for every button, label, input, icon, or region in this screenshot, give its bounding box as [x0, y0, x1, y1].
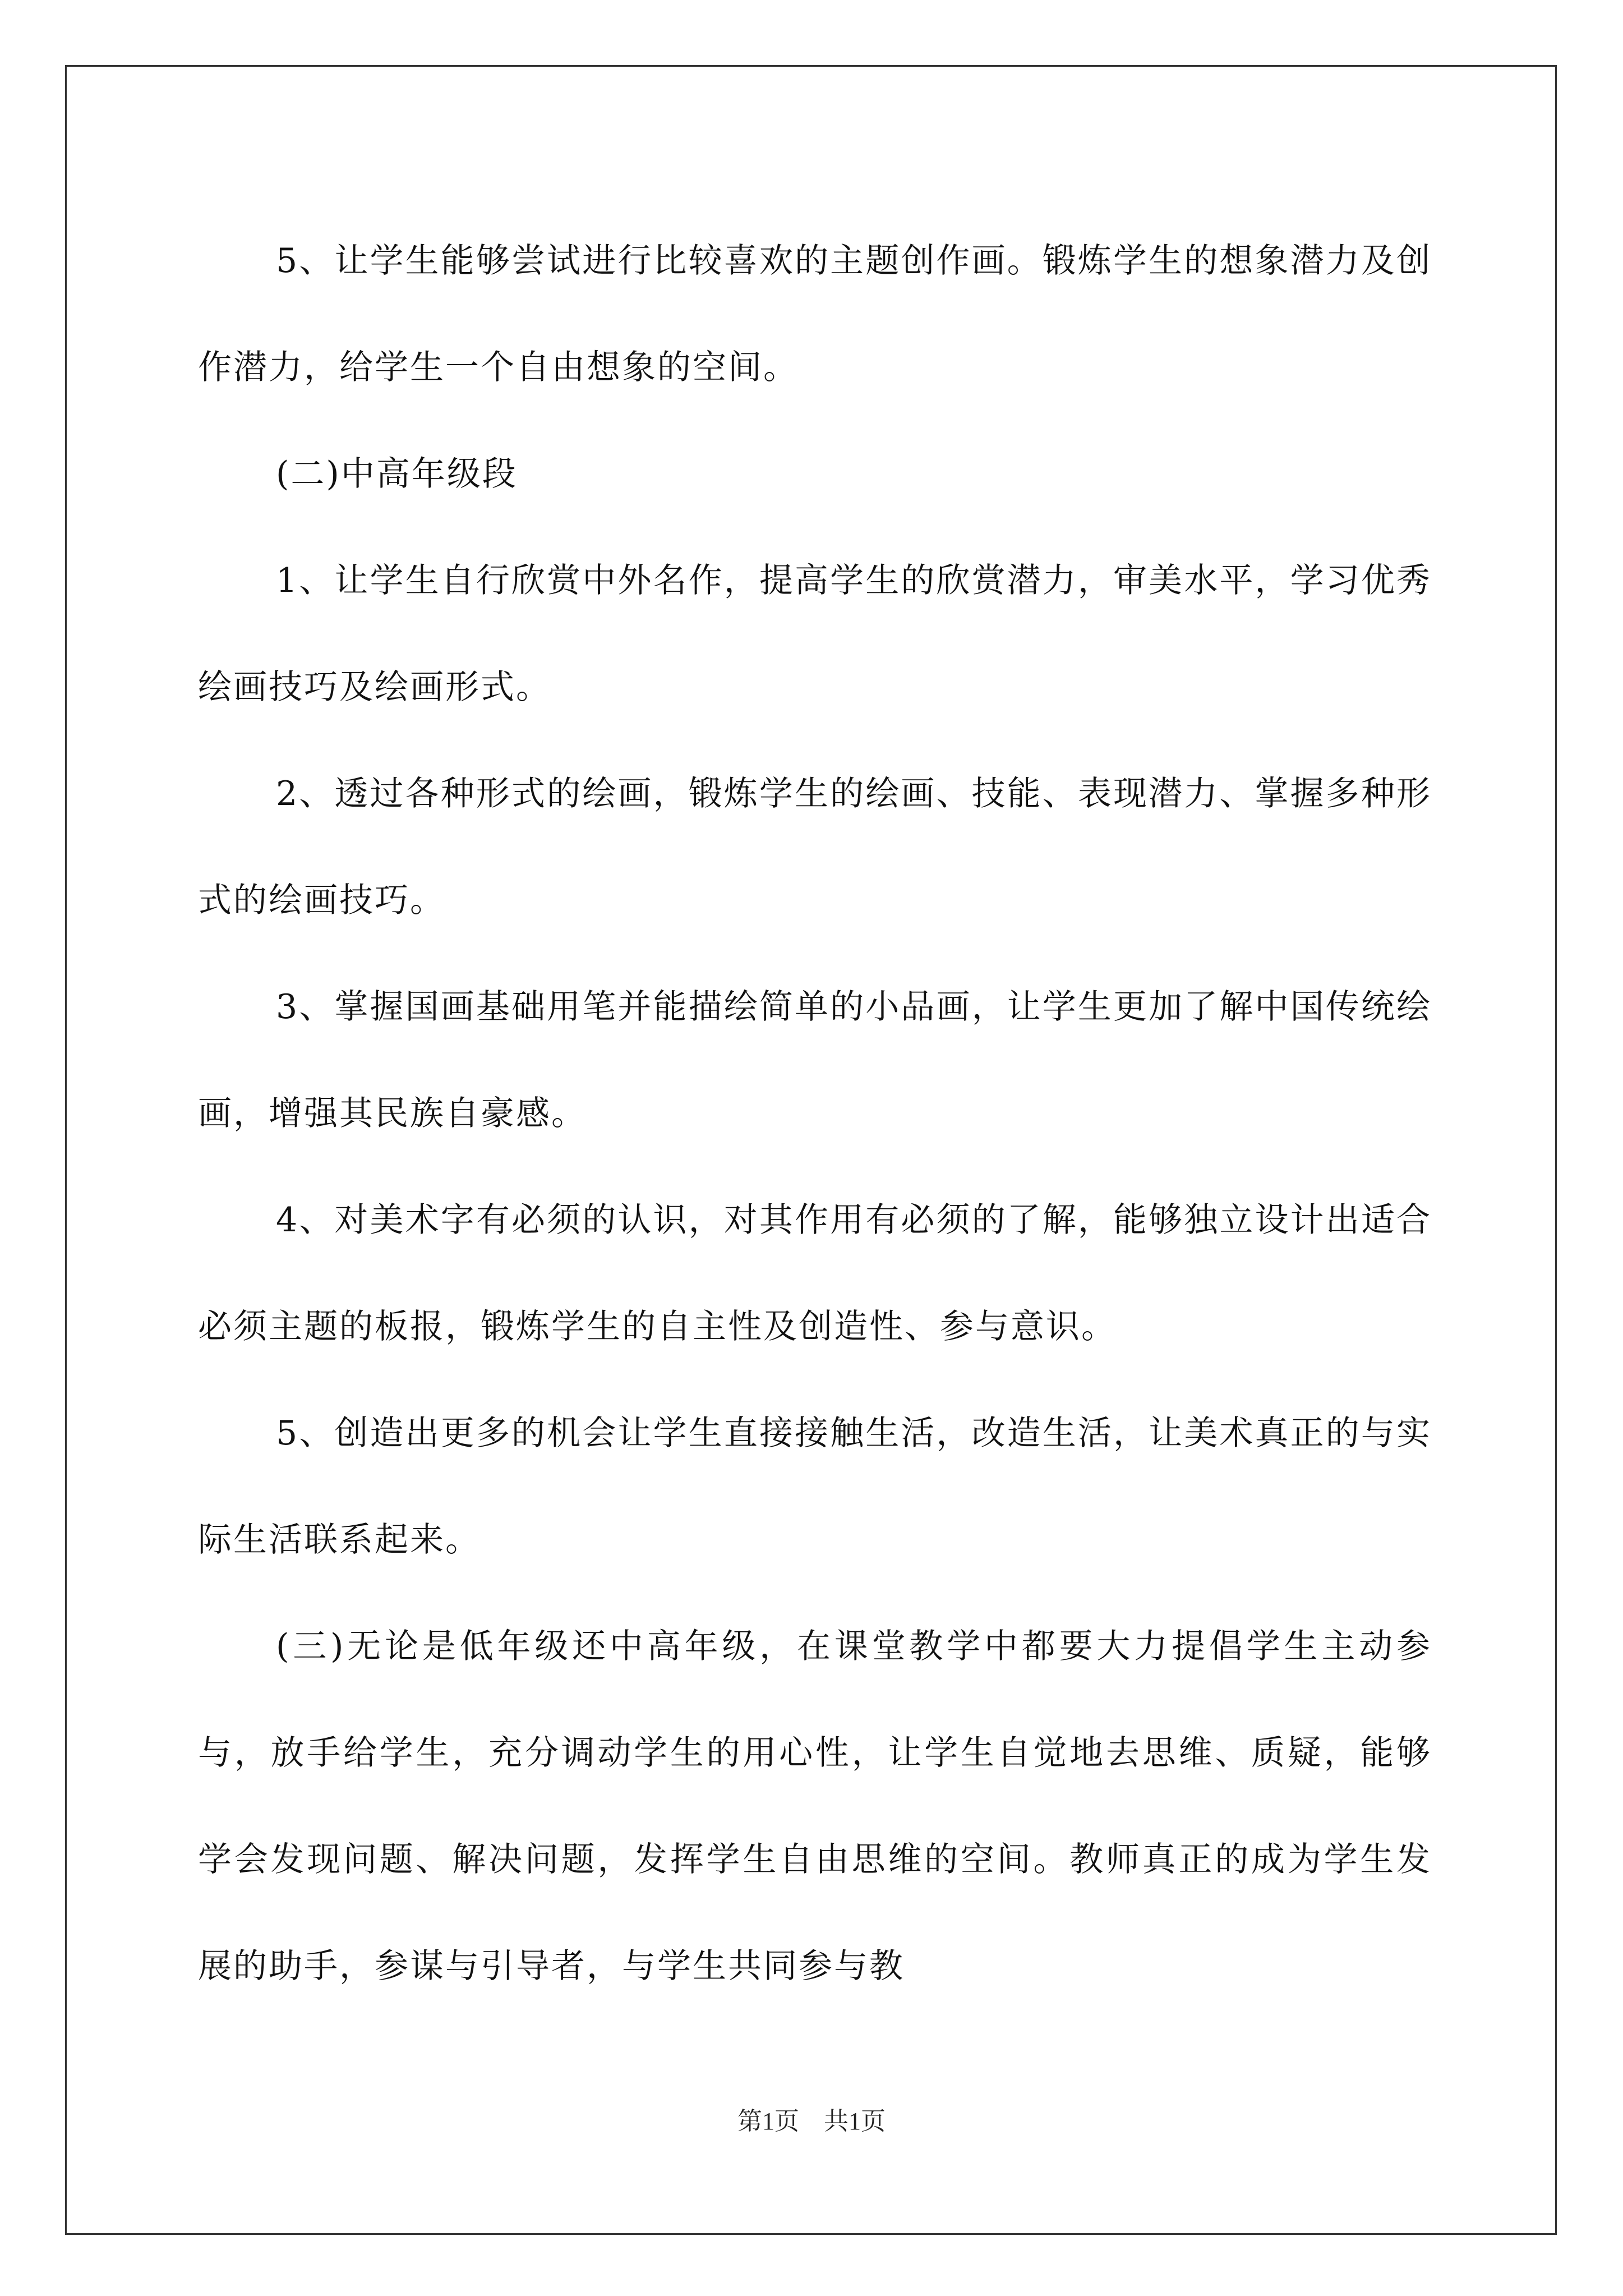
paragraph: 5、创造出更多的机会让学生直接接触生活，改造生活，让美术真正的与实际生活联系起来。 — [198, 1414, 1432, 1559]
document-body — [198, 208, 1432, 2019]
paragraph: 5、让学生能够尝试进行比较喜欢的主题创作画。锻炼学生的想象潜力及创作潜力，给学生一个自由想象的空间。 — [198, 241, 1432, 387]
paragraph: 2、透过各种形式的绘画，锻炼学生的绘画、技能、表现潜力、掌握多种形式的绘画技巧。 — [198, 774, 1432, 920]
paragraph: 1、让学生自行欣赏中外名作，提高学生的欣赏潜力，审美水平，学习优秀绘画技巧及绘画形式。 — [198, 561, 1432, 707]
paragraph: (三)无论是低年级还中高年级，在课堂教学中都要大力提倡学生主动参与，放手给学生，充分调动学生的用心性，让学生自觉地去思维、质疑，能够学会发现问题、解决问题，发挥学生自由思维的空间。教师真正的成为学生发展的助手，参谋与引导者，与学生共同参与教 — [198, 1627, 1432, 1986]
page-number-footer: 第1页 共1页 — [737, 2108, 886, 2135]
section-heading: (二)中高年级段 — [276, 454, 518, 494]
paragraph: 3、掌握国画基础用笔并能描绘简单的小品画，让学生更加了解中国传统绘画，增强其民族自豪感。 — [198, 987, 1432, 1133]
paragraph: 4、对美术字有必须的认识，对其作用有必须的了解，能够独立设计出适合必须主题的板报，锻炼学生的自主性及创造性、参与意识。 — [198, 1200, 1432, 1346]
